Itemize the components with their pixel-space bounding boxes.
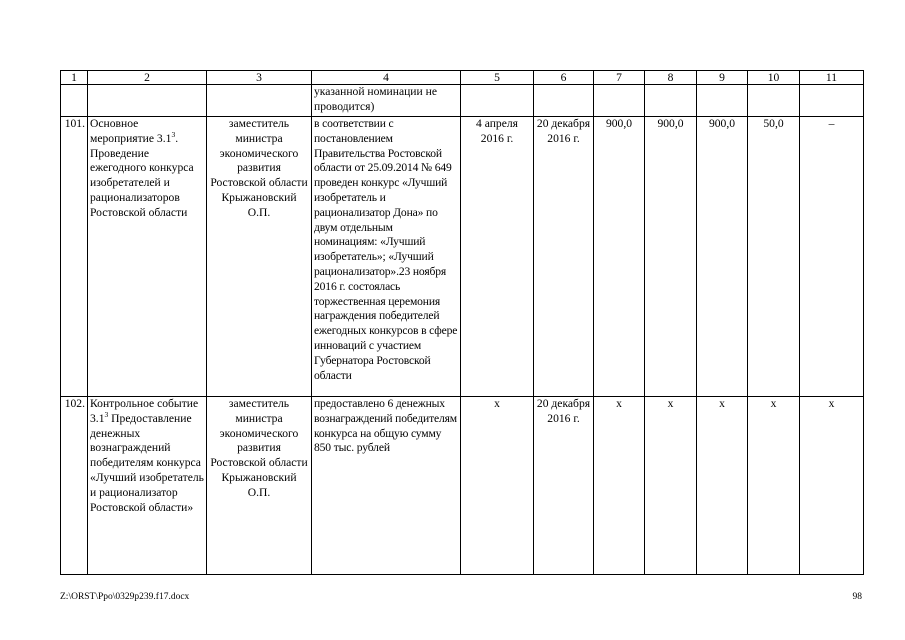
result-description: предоставлено 6 денежных вознаграждений победителям конкурса на общую сумму 850 тыс. рублей xyxy=(312,397,461,575)
column-header: 8 xyxy=(645,71,697,85)
column-header: 4 xyxy=(312,71,461,85)
column-header: 2 xyxy=(88,71,207,85)
row-number: 101. xyxy=(61,117,88,397)
column-header: 10 xyxy=(748,71,800,85)
report-table xyxy=(60,70,864,575)
responsible-person: заместитель министра экономического развития Ростовской области Крыжановский О.П. xyxy=(207,117,312,397)
value-cell: 900,0 xyxy=(697,117,748,397)
column-header: 5 xyxy=(461,71,534,85)
file-path: Z:\ORST\Ppo\0329p239.f17.docx xyxy=(60,592,190,602)
column-header: 3 xyxy=(207,71,312,85)
value-cell: 900,0 xyxy=(645,117,697,397)
value-cell: – xyxy=(800,117,864,397)
page-number: 98 xyxy=(852,592,862,602)
continuation-text: указанной номинации не проводится) xyxy=(312,85,461,117)
column-number-row xyxy=(61,71,864,85)
column-header: 6 xyxy=(534,71,594,85)
value-cell: х xyxy=(594,397,645,575)
responsible-person: заместитель министра экономического развития Ростовской области Крыжановский О.П. xyxy=(207,397,312,575)
end-date: 20 декабря 2016 г. xyxy=(534,117,594,397)
start-date: х xyxy=(461,397,534,575)
table-row xyxy=(61,397,864,575)
value-cell: х xyxy=(697,397,748,575)
result-description: в соответствии с постановлением Правительства Ростовской области от 25.09.2014 № 649 проведен конкурс «Лучший изобретатель и рационализатор Дона» по двум отдельным номинациям: «Лучший изобретатель»; «Лучший рационализатор».23 ноября 2016 г. состоялась торжественная церемония награждения победителей ежегодных конкурсов в сфере инноваций с участием Губернатора Ростовской области xyxy=(312,117,461,397)
column-header: 1 xyxy=(61,71,88,85)
column-header: 9 xyxy=(697,71,748,85)
end-date: 20 декабря 2016 г. xyxy=(534,397,594,575)
column-header: 7 xyxy=(594,71,645,85)
event-name: Контрольное событие $3.1^3$ Предоставление денежных вознаграждений победителям конкурса «Лучший изобретатель и рационализатор Ростовской области» xyxy=(88,397,207,575)
value-cell: х xyxy=(748,397,800,575)
value-cell: х xyxy=(800,397,864,575)
event-name: Основное мероприятие $3.1^3$. Проведение ежегодного конкурса изобретателей и рационализаторов Ростовской области xyxy=(88,117,207,397)
value-cell: 900,0 xyxy=(594,117,645,397)
value-cell: 50,0 xyxy=(748,117,800,397)
row-number: 102. xyxy=(61,397,88,575)
table-row xyxy=(61,117,864,397)
column-header: 11 xyxy=(800,71,864,85)
start-date: 4 апреля 2016 г. xyxy=(461,117,534,397)
value-cell: х xyxy=(645,397,697,575)
continuation-row xyxy=(61,85,864,117)
